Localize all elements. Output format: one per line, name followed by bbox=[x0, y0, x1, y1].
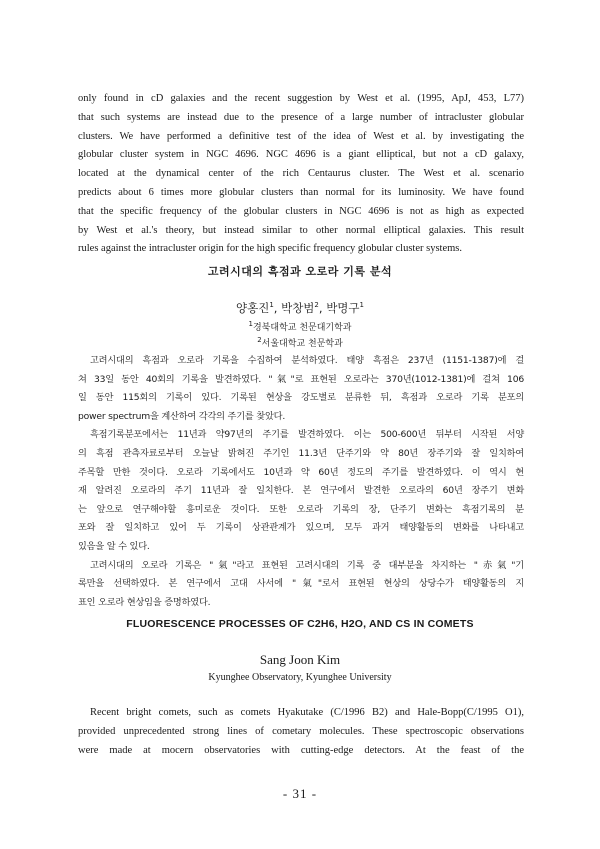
text-line: Recent bright comets, such as comets Hyakutake (C/1996 B2) and Hale-Bopp(C/1995 O1), bbox=[90, 707, 524, 718]
korean-affiliation bbox=[0, 336, 600, 349]
text-line: 표인 오로라 현상임을 증명하였다. bbox=[78, 596, 211, 608]
text-line: power spectrum을 계산하여 각각의 주기를 찾았다. bbox=[78, 410, 286, 422]
english-paper-title: FLUORESCENCE PROCESSES OF C2H6, H2O, AND CS IN COMETS bbox=[126, 618, 474, 630]
text-line: located at the dynamical center of the rich Centaurus cluster. The West et al. scenario bbox=[78, 168, 524, 180]
english-abstract-text bbox=[78, 704, 524, 760]
text-line: clusters. We have performed a definitive test of the idea of West et al. by investigating the bbox=[78, 130, 524, 142]
page-number: - 31 - bbox=[282, 786, 318, 801]
affiliation-name: 서울대학교 천문학과 bbox=[261, 339, 343, 349]
text-line: 흑점기록분포에서는 11년과 약97년의 주기를 발견하였다. 이는 500-600년 뒤부터 시작된 서양 bbox=[90, 429, 524, 441]
text-line: only found in cD galaxies and the recent suggestion by West et al. (1995, ApJ, 453, L77) bbox=[78, 93, 524, 104]
text-line: by West et al.'s theory, but instead similar to other normal elliptical galaxies. This result bbox=[78, 224, 524, 236]
text-line: that the specific frequency of the globular clusters in NGC 4696 is not as high as expected bbox=[78, 205, 524, 217]
korean-affiliation bbox=[0, 320, 600, 333]
author-sup: 2 bbox=[314, 301, 319, 310]
text-line: 고려시대의 흑점과 오로라 기록을 수집하여 분석하였다. 태양 흑점은 237년 (1151-1387)에 걸 bbox=[90, 355, 524, 366]
text-line: 쳐 33일 동안 40회의 기록을 발견하였다. "氣"로 표현된 오로라는 370년(1012-1381)에 걸쳐 106 bbox=[78, 373, 524, 385]
text-line: 록만을 선택하였다. 본 연구에서 고대 사서에 "氣"로서 표현된 현상의 상당수가 태양활동의 지 bbox=[78, 578, 524, 590]
english-paper-affiliation: Kyunghee Observatory, Kyunghee University bbox=[208, 672, 392, 683]
author-separator: , bbox=[273, 301, 282, 315]
text-line: that such systems are instead due to the presence of a large number of intracluster globular bbox=[78, 111, 524, 123]
text-line: globular cluster system in NGC 4696. NGC 4696 is a giant elliptical, but not a cD galaxy, bbox=[78, 149, 524, 161]
intro-abstract-text bbox=[78, 90, 524, 259]
affiliation-name: 경북대학교 천문대기학과 bbox=[252, 323, 352, 333]
author-sup: 1 bbox=[269, 301, 274, 310]
author-name: 박창범 bbox=[281, 301, 315, 315]
affiliation-sup: 2 bbox=[257, 336, 262, 344]
intro-abstract bbox=[78, 90, 524, 259]
text-line: 주목할 만한 것이다. 오로라 기록에서도 10년과 약 60년 정도의 주기를 발견하였다. 이 역시 현 bbox=[78, 466, 524, 478]
author-name: 양홍진 bbox=[235, 301, 270, 315]
text-line: 의 흑점 관측자료로부터 오늘날 밝혀진 주기인 11.3년 단주기와 약 80년 장주기와 잘 일치하여 bbox=[78, 447, 524, 459]
author-name: 박명구 bbox=[326, 301, 360, 315]
korean-abstract bbox=[78, 352, 524, 612]
text-line: 포와 잘 일치하고 있어 두 기록이 상관관계가 있으며, 모두 과거 태양활동의 변화를 나타내고 bbox=[78, 522, 524, 534]
text-line: 일 동안 115회의 기록이 있다. 기록된 현상을 강도별로 분류한 뒤, 흑점과 오로라 기록 분포의 bbox=[78, 392, 524, 404]
text-line: were made at mocern observatories with cutting-edge detectors. At the feast of the bbox=[78, 744, 524, 756]
text-line: 는 앞으로 연구해야할 흥미로운 것이다. 또한 오로라 기록의 장, 단주기 변화는 흑점기록의 분 bbox=[78, 503, 524, 515]
author-separator: , bbox=[318, 301, 327, 315]
affiliation-sup: 1 bbox=[248, 320, 253, 328]
korean-paper-title: 고려시대의 흑점과 오로라 기록 분석 bbox=[207, 265, 393, 278]
text-line: 고려시대의 오로라 기록은 "氣"라고 표현된 고려시대의 기록 중 대부분을 차지하는 "赤氣"기 bbox=[90, 559, 524, 571]
text-line: rules against the intracluster origin for the high specific frequency globular cluster systems. bbox=[78, 243, 463, 255]
text-line: 있음을 알 수 있다. bbox=[78, 540, 150, 552]
english-paper-author: Sang Joon Kim bbox=[259, 652, 341, 667]
author-sup: 1 bbox=[359, 301, 364, 310]
text-line: 재 알려진 오로라의 주기 11년과 잘 일치한다. 본 연구에서 발견한 오로라의 60년 장주기 변화 bbox=[78, 485, 524, 497]
text-line: predicts about 6 times more globular clusters than normal for its luminosity. We have found bbox=[78, 186, 524, 198]
english-abstract bbox=[78, 704, 524, 760]
korean-paper-authors bbox=[0, 300, 600, 316]
text-line: provided unprecedented strong lines of cometary molecules. These spectroscopic observations bbox=[78, 725, 524, 737]
korean-abstract-text bbox=[78, 352, 524, 612]
